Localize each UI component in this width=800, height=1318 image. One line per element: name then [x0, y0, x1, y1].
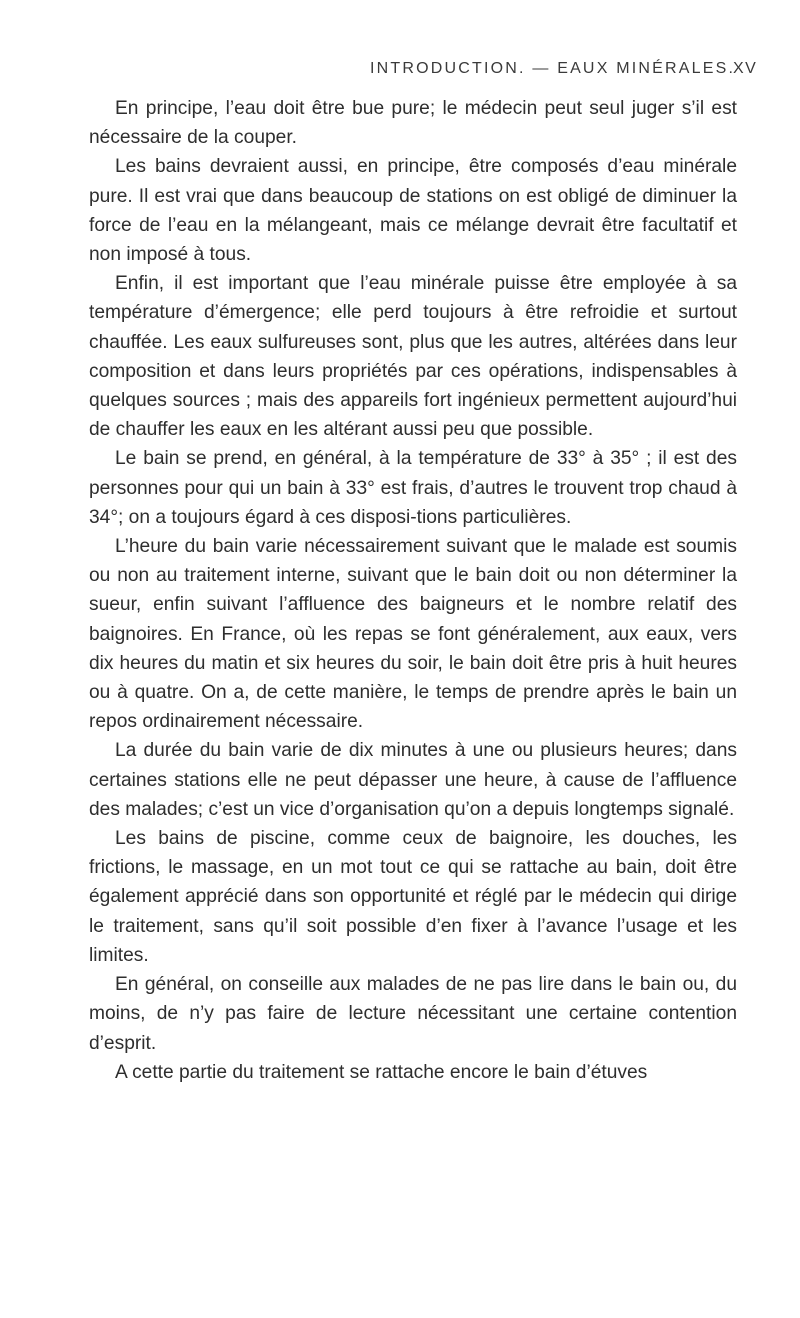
paragraph: En principe, l’eau doit être bue pure; le médecin peut seul juger s’il est nécessaire de la couper. [89, 98, 737, 149]
running-title: INTRODUCTION. — EAUX MINÉRALES. [370, 60, 736, 77]
paragraph: A cette partie du traitement se rattache encore le bain d’étuves [115, 1061, 648, 1083]
paragraph: En général, on conseille aux malades de ne pas lire dans le bain ou, du moins, de n’y pas faire de lecture nécessitant une certaine contention d’esprit. [89, 974, 737, 1054]
paragraph: L’heure du bain varie nécessairement suivant que le malade est soumis ou non au traitement interne, suivant que le bain doit ou non déterminer la sueur, enfin suivant l’affluence des baigneurs et le nombre relatif des baignoires. En France, où les repas se font généralement, aux eaux, vers dix heures du matin et six heures du soir, le bain doit être pris à huit heures ou à quatre. On a, de cette manière, le temps de prendre après le bain un repos ordinairement nécessaire. [89, 536, 737, 733]
paragraph: Le bain se prend, en général, à la température de 33° à 35° ; il est des personnes pour qui un bain à 33° est frais, d’autres le trouvent trop chaud à 34°; on a toujours égard à ces disposi-tions particulières. [89, 448, 737, 528]
paragraph: La durée du bain varie de dix minutes à une ou plusieurs heures; dans certaines stations elle ne peut dépasser une heure, à cause de l’affluence des malades; c’est un vice d’organisation qu’on a depuis longtemps signalé. [89, 740, 737, 820]
body-text [89, 94, 737, 1087]
paragraph: Enfin, il est important que l’eau minérale puisse être employée à sa température d’émergence; elle perd toujours à être refroidie et surtout chauffée. Les eaux sulfureuses sont, plus que les autres, altérées dans leur composition et dans leurs propriétés par ces opérations, indispensables à quelques sources ; mais des appareils fort ingénieux permettent aujourd’hui de chauffer les eaux en les altérant aussi peu que possible. [89, 273, 737, 441]
paragraph: Les bains devraient aussi, en principe, être composés d’eau minérale pure. Il est vrai que dans beaucoup de stations on est obligé de diminuer la force de l’eau en la mélangeant, mais ce mélange devrait être facultatif et non imposé à tous. [89, 156, 737, 266]
page-number: XV [733, 60, 758, 77]
paragraph: Les bains de piscine, comme ceux de baignoire, les douches, les frictions, le massage, en un mot tout ce qui se rattache au bain, doit être également apprécié dans son opportunité et réglé par le médecin qui dirige le traitement, sans qu’il soit possible d’en fixer à l’avance l’usage et les limites. [89, 828, 737, 966]
